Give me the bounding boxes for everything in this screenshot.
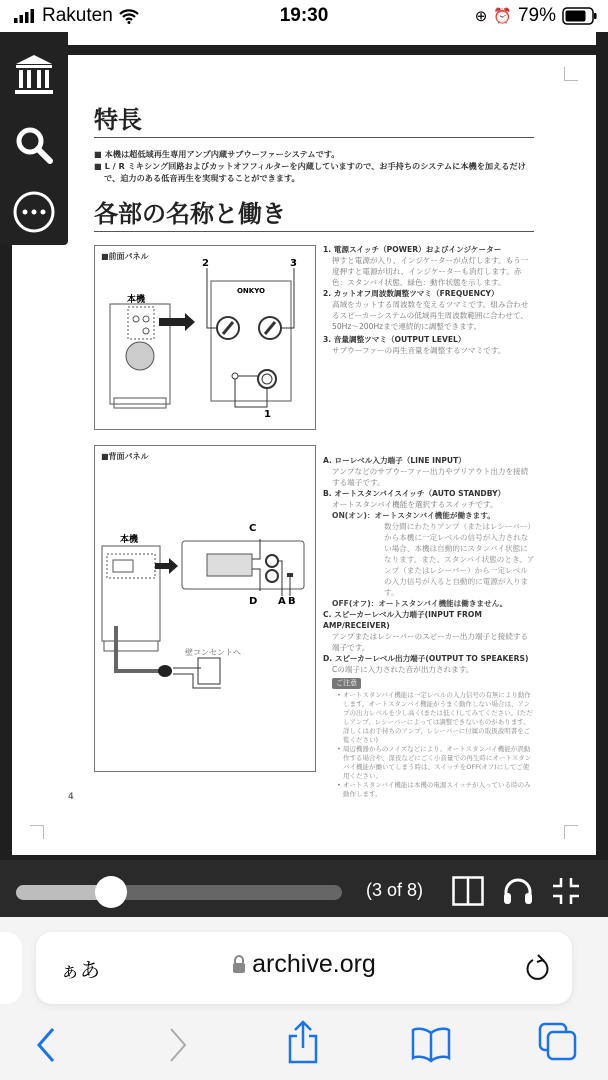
note-badge: ご注意 — [332, 678, 361, 689]
on-body: 数分間にわたりアンプ（またはレシーバー）から本機に一定レベルの信号が入力されない場合、本機は自動的にスタンバイ状態になります。また、スタンバイ状態のとき、アンプ（またはレシーバー）から一定レベルの入力信号が入ると自動的に電源が入ります。 — [384, 522, 535, 597]
item-body: アンプなどのサブウーファー出力やプリアウト出力を接続する端子です。 — [332, 467, 529, 487]
note-item: • オートスタンバイ機能は本機の電源スイッチが入っている時のみ動作します。 — [337, 781, 531, 798]
crop-mark — [564, 825, 578, 839]
feature-item: ■ 本機は超低域再生専用アンプ内蔵サブウーファーシステムです。 — [94, 149, 340, 159]
lock-icon — [232, 954, 246, 974]
front-panel-descriptions — [323, 244, 535, 356]
heading-parts: 各部の名称と働き — [94, 194, 534, 232]
front-panel-label: ■前面パネル — [101, 252, 149, 261]
tabs-icon[interactable] — [538, 1022, 578, 1062]
item-title: C. スピーカーレベル入力端子(INPUT FROM AMP/RECEIVER) — [323, 610, 482, 630]
page-slider[interactable] — [16, 885, 342, 900]
carrier-name: Rakuten — [42, 5, 113, 26]
rear-panel-diagram — [95, 446, 317, 773]
item-body: サブウーファーの再生音量を調整するツマミです。 — [332, 346, 506, 355]
reader-sidebar — [0, 32, 68, 245]
item-title: B. オートスタンバイスイッチ（AUTO STANDBY） — [323, 489, 506, 498]
note-item: • オートスタンバイ機能は一定レベルの入力信号の有無により動作します。オートスタンバイ機能がうまく動作しない場合は、アンプの出力レベルを少し高く(または低く)してみてください。(ただしアンプ、レシーバーによっては調整できないものがあります。詳しくはお手持ちのアンプ、レシーバーに付属の取扱説明書をご覧ください) — [337, 691, 533, 744]
forward-icon[interactable] — [166, 1025, 190, 1065]
crop-mark — [564, 67, 578, 81]
more-icon[interactable] — [12, 190, 56, 234]
battery-icon — [562, 7, 598, 25]
rear-panel-label: ■背面パネル — [101, 452, 149, 461]
document-content — [94, 100, 534, 242]
callout: 2 — [202, 258, 209, 269]
crop-mark — [30, 825, 44, 839]
page-number: 4 — [68, 792, 74, 802]
callout: 3 — [290, 258, 297, 269]
status-bar — [0, 0, 608, 32]
search-icon[interactable] — [12, 123, 56, 167]
headphones-icon[interactable] — [502, 876, 534, 906]
feature-item: ■ L / R ミキシング回路およびカットオフフィルターを内蔵していますので、お手持ちのシステムに本機を加えるだけで、迫力のある低音再生を実現することができます。 — [94, 161, 526, 183]
item-title: 2. カットオフ周波数調整ツマミ（FREQUENCY） — [323, 289, 499, 298]
item-title: D. スピーカーレベル出力端子(OUTPUT TO SPEAKERS) — [323, 654, 529, 663]
item-title: A. ローレベル入力端子（LINE INPUT） — [323, 456, 466, 465]
alarm-icon: ⏰ — [493, 8, 512, 25]
front-panel-diagram — [95, 246, 317, 431]
bookmarks-icon[interactable] — [410, 1025, 452, 1063]
item-body: アンプまたはレシーバーのスピーカー出力端子と接続する端子です。 — [332, 632, 529, 652]
exit-fullscreen-icon[interactable] — [551, 876, 581, 906]
text-size-button[interactable]: ぁあ — [60, 958, 100, 982]
rear-panel-descriptions — [323, 455, 535, 799]
unit-label: 本機 — [120, 535, 139, 545]
url-text[interactable]: archive.org — [252, 950, 376, 978]
item-title: 1. 電源スイッチ（POWER）およびインジケーター — [323, 245, 502, 254]
orientation-lock-icon: ⊕ — [474, 8, 488, 25]
rear-panel-figure — [94, 445, 316, 772]
heading-features: 特長 — [94, 100, 534, 138]
reload-icon[interactable] — [524, 952, 550, 982]
item-title: 3. 音量調整ツマミ（OUTPUT LEVEL） — [323, 335, 466, 344]
previous-page-edge — [12, 32, 596, 45]
library-icon[interactable] — [12, 52, 56, 96]
two-page-view-icon[interactable] — [452, 876, 484, 906]
address-bar[interactable] — [36, 932, 572, 1004]
callout: D — [249, 596, 258, 607]
item-body: 押すと電源が入り、インジケーターが点灯します。もう一度押すと電源が切れ、インジケーターも消灯します。赤色：スタンバイ状態、緑色：動作状態を示します。 — [332, 256, 529, 287]
outlet-label: 壁コンセントへ — [185, 648, 241, 657]
item-body: 高域をカットする周波数を変えるツマミです。組み合わせるスピーカーシステムの低域再生周波数範囲に合わせて、50Hz～200Hzまで連続的に調整できます。 — [332, 300, 529, 331]
page-indicator: (3 of 8) — [366, 880, 424, 900]
callout: A — [278, 596, 286, 607]
features-list — [94, 148, 534, 184]
callout: C — [249, 523, 257, 534]
on-label: ON(オン)：オートスタンバイ機能が働きます。 — [332, 511, 495, 520]
note-item: • 周辺機器からのノイズなどにより、オートスタンバイ機能が誤動作する場合や、深夜などにごく小音量での再生時にオートスタンバイ機能が働いてしまう時は、スイッチをOFF(オフ)にしてご使用ください。 — [337, 745, 532, 780]
item-body: Cの端子に入力された音が出力されます。 — [332, 665, 474, 674]
battery-percent: 79% — [517, 5, 556, 26]
back-icon[interactable] — [34, 1025, 58, 1065]
previous-tab[interactable] — [0, 932, 22, 1004]
off-label: OFF(オフ)：オートスタンバイ機能は働きません。 — [332, 599, 508, 608]
unit-label: 本機 — [127, 295, 146, 305]
slider-thumb[interactable] — [95, 876, 127, 908]
item-body: オートスタンバイ機能を選択するスイッチです。 — [332, 500, 498, 509]
clock: 19:30 — [279, 5, 329, 26]
callout: B — [288, 596, 296, 607]
front-panel-figure — [94, 245, 316, 430]
share-icon[interactable] — [286, 1020, 320, 1064]
brand-logo: ONKYO — [236, 287, 266, 295]
callout: 1 — [264, 409, 271, 420]
